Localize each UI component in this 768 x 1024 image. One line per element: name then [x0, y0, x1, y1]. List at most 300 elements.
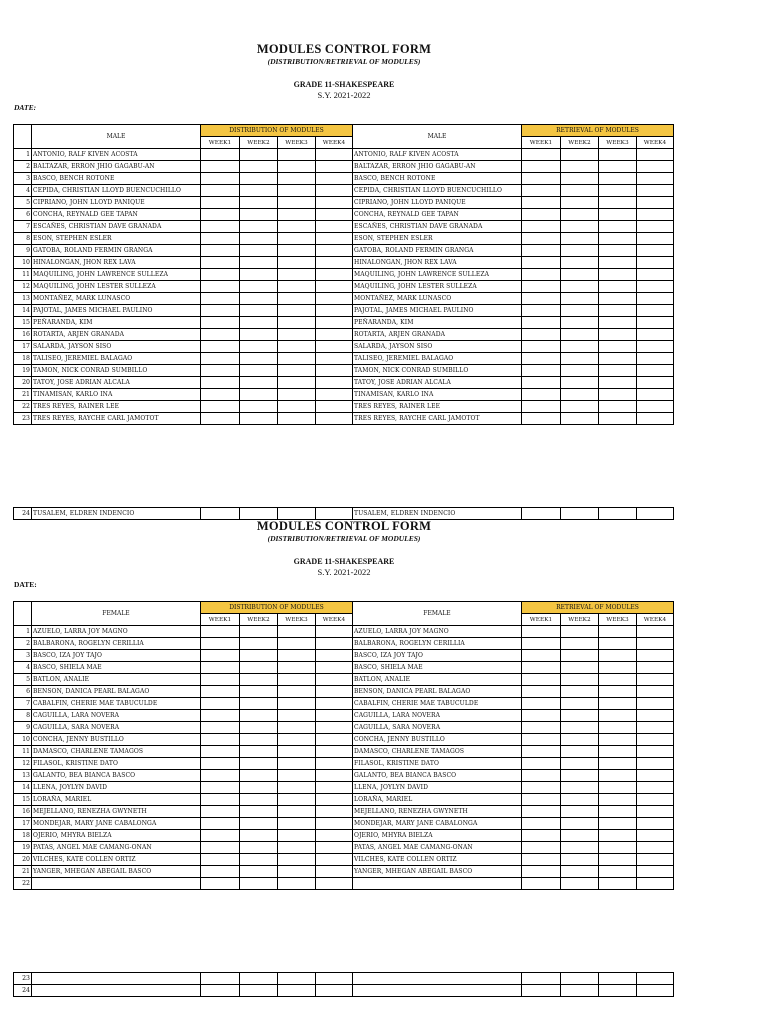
distribution-week-cell: [278, 758, 316, 770]
distribution-week-cell: [240, 842, 278, 854]
retrieval-week-cell: [637, 830, 674, 842]
retrieval-week-cell: [561, 985, 599, 997]
distribution-week-cell: [201, 197, 240, 209]
retrieval-week-cell: [599, 281, 637, 293]
retrieval-week-cell: [522, 508, 561, 520]
distribution-week-cell: [240, 698, 278, 710]
gender-header: FEMALE: [353, 602, 522, 626]
distribution-week-cell: [278, 389, 316, 401]
distribution-week-cell: [278, 197, 316, 209]
distribution-week-cell: [316, 341, 353, 353]
retrieval-week-cell: [561, 401, 599, 413]
student-name: AZUELO, LARRA JOY MAGNO: [353, 626, 522, 638]
table-row: [14, 866, 674, 878]
distribution-week-cell: [316, 389, 353, 401]
student-name: MONDEJAR, MARY JANE CABALONGA: [353, 818, 522, 830]
distribution-week-cell: [240, 233, 278, 245]
retrieval-week-cell: [522, 185, 561, 197]
retrieval-week-cell: [561, 698, 599, 710]
student-name: ESON, STEPHEN ESLER: [32, 233, 201, 245]
table-row: [14, 377, 674, 389]
retrieval-week-cell: [599, 866, 637, 878]
row-number: 24: [14, 985, 32, 997]
student-name: MAQUILING, JOHN LESTER SULLEZA: [32, 281, 201, 293]
distribution-week-cell: [316, 758, 353, 770]
retrieval-week-cell: [561, 854, 599, 866]
student-name: MONTAÑEZ, MARK LUNASCO: [353, 293, 522, 305]
table-row: [14, 722, 674, 734]
retrieval-week-cell: [599, 197, 637, 209]
retrieval-week-cell: [599, 341, 637, 353]
distribution-week-cell: [201, 782, 240, 794]
row-number: 12: [14, 281, 32, 293]
retrieval-week-cell: [637, 638, 674, 650]
retrieval-week-cell: [561, 197, 599, 209]
retrieval-week-cell: [561, 818, 599, 830]
week-header: WEEK1: [201, 137, 240, 149]
student-name: [32, 985, 201, 997]
distribution-week-cell: [316, 161, 353, 173]
student-name: MONTAÑEZ, MARK LUNASCO: [32, 293, 201, 305]
distribution-week-cell: [240, 508, 278, 520]
distribution-week-cell: [240, 329, 278, 341]
retrieval-week-cell: [637, 878, 674, 890]
distribution-week-cell: [201, 161, 240, 173]
distribution-week-cell: [240, 341, 278, 353]
student-name: DAMASCO, CHARLENE TAMAGOS: [32, 746, 201, 758]
retrieval-week-cell: [637, 973, 674, 985]
student-name: CABALFIN, CHERIE MAE TABUCULDE: [353, 698, 522, 710]
student-name: CEPIDA, CHRISTIAN LLOYD BUENCUCHILLO: [32, 185, 201, 197]
retrieval-week-cell: [599, 221, 637, 233]
retrieval-week-cell: [637, 866, 674, 878]
row-number: 5: [14, 674, 32, 686]
retrieval-week-cell: [522, 389, 561, 401]
distribution-week-cell: [201, 878, 240, 890]
retrieval-week-cell: [561, 257, 599, 269]
school-year: S.Y. 2021-2022: [317, 90, 371, 100]
row-number: 11: [14, 746, 32, 758]
distribution-week-cell: [278, 830, 316, 842]
distribution-week-cell: [278, 626, 316, 638]
student-name: ESON, STEPHEN ESLER: [353, 233, 522, 245]
distribution-week-cell: [240, 722, 278, 734]
date-label: DATE:: [14, 580, 37, 589]
distribution-week-cell: [201, 758, 240, 770]
distribution-week-cell: [201, 413, 240, 425]
table-row: [14, 818, 674, 830]
retrieval-week-cell: [637, 806, 674, 818]
student-name: BATLON, ANALIE: [353, 674, 522, 686]
distribution-week-cell: [316, 257, 353, 269]
student-name: GATOBA, ROLAND FERMIN GRANGA: [32, 245, 201, 257]
retrieval-week-cell: [637, 233, 674, 245]
table-row: [14, 985, 674, 997]
retrieval-week-cell: [561, 281, 599, 293]
distribution-week-cell: [240, 806, 278, 818]
distribution-week-cell: [278, 173, 316, 185]
distribution-week-cell: [240, 413, 278, 425]
form-subtitle: (DISTRIBUTION/RETRIEVAL OF MODULES): [267, 534, 421, 543]
distribution-week-cell: [240, 149, 278, 161]
table-row: [14, 341, 674, 353]
student-name: ESCAÑES, CHRISTIAN DAVE GRANADA: [32, 221, 201, 233]
distribution-week-cell: [278, 806, 316, 818]
distribution-week-cell: [240, 985, 278, 997]
distribution-week-cell: [278, 866, 316, 878]
distribution-week-cell: [201, 830, 240, 842]
row-number: 4: [14, 662, 32, 674]
student-name: [32, 878, 201, 890]
row-number: 12: [14, 758, 32, 770]
form-subtitle: (DISTRIBUTION/RETRIEVAL OF MODULES): [267, 57, 421, 66]
gender-header: FEMALE: [32, 602, 201, 626]
student-name: TRES REYES, RAINER LEE: [32, 401, 201, 413]
distribution-week-cell: [316, 377, 353, 389]
distribution-week-cell: [278, 221, 316, 233]
retrieval-week-cell: [522, 329, 561, 341]
retrieval-week-cell: [561, 770, 599, 782]
retrieval-week-cell: [599, 413, 637, 425]
distribution-week-cell: [316, 710, 353, 722]
distribution-week-cell: [201, 770, 240, 782]
distribution-week-cell: [201, 209, 240, 221]
student-name: SALARDA, JAYSON SISO: [32, 341, 201, 353]
table-row: [14, 508, 674, 520]
retrieval-week-cell: [599, 389, 637, 401]
distribution-week-cell: [278, 794, 316, 806]
retrieval-header: RETRIEVAL OF MODULES: [522, 602, 674, 614]
table-row: [14, 626, 674, 638]
retrieval-week-cell: [522, 878, 561, 890]
distribution-week-cell: [240, 686, 278, 698]
distribution-week-cell: [278, 878, 316, 890]
row-number: 16: [14, 806, 32, 818]
retrieval-week-cell: [522, 722, 561, 734]
distribution-week-cell: [240, 269, 278, 281]
distribution-week-cell: [240, 161, 278, 173]
distribution-week-cell: [316, 770, 353, 782]
retrieval-week-cell: [522, 365, 561, 377]
retrieval-week-cell: [561, 878, 599, 890]
student-name: GATOBA, ROLAND FERMIN GRANGA: [353, 245, 522, 257]
distribution-week-cell: [278, 674, 316, 686]
retrieval-week-cell: [561, 686, 599, 698]
student-name: CIPRIANO, JOHN LLOYD PANIQUE: [32, 197, 201, 209]
retrieval-week-cell: [599, 638, 637, 650]
retrieval-week-cell: [599, 878, 637, 890]
retrieval-week-cell: [599, 329, 637, 341]
distribution-week-cell: [278, 149, 316, 161]
retrieval-week-cell: [522, 269, 561, 281]
row-number: 3: [14, 650, 32, 662]
week-header: WEEK3: [599, 614, 637, 626]
retrieval-week-cell: [561, 245, 599, 257]
distribution-week-cell: [240, 305, 278, 317]
distribution-week-cell: [201, 341, 240, 353]
retrieval-week-cell: [637, 758, 674, 770]
retrieval-week-cell: [599, 854, 637, 866]
distribution-week-cell: [278, 746, 316, 758]
student-name: TAMON, NICK CONRAD SUMBILLO: [32, 365, 201, 377]
student-name: ROTARTA, ARJEN GRANADA: [32, 329, 201, 341]
distribution-week-cell: [240, 854, 278, 866]
female-roster-table: [13, 601, 674, 890]
retrieval-week-cell: [561, 794, 599, 806]
student-name: FILASOL, KRISTINE DATO: [32, 758, 201, 770]
student-name: MEJELLANO, RENEZHA GWYNETH: [32, 806, 201, 818]
table-row: [14, 770, 674, 782]
distribution-week-cell: [316, 317, 353, 329]
distribution-week-cell: [240, 197, 278, 209]
distribution-week-cell: [240, 758, 278, 770]
retrieval-week-cell: [561, 365, 599, 377]
retrieval-week-cell: [522, 305, 561, 317]
distribution-week-cell: [201, 305, 240, 317]
student-name: PEÑARANDA, KIM: [32, 317, 201, 329]
retrieval-week-cell: [637, 149, 674, 161]
distribution-week-cell: [201, 508, 240, 520]
distribution-header: DISTRIBUTION OF MODULES: [201, 125, 353, 137]
distribution-week-cell: [201, 221, 240, 233]
distribution-week-cell: [278, 662, 316, 674]
distribution-week-cell: [316, 698, 353, 710]
table-row: [14, 973, 674, 985]
retrieval-week-cell: [522, 698, 561, 710]
week-header: WEEK2: [561, 614, 599, 626]
row-number: 7: [14, 698, 32, 710]
distribution-week-cell: [316, 245, 353, 257]
table-row: [14, 365, 674, 377]
week-header: WEEK3: [278, 137, 316, 149]
retrieval-week-cell: [637, 818, 674, 830]
row-number: 1: [14, 149, 32, 161]
table-row: [14, 245, 674, 257]
week-header: WEEK3: [599, 137, 637, 149]
distribution-week-cell: [240, 866, 278, 878]
retrieval-week-cell: [637, 508, 674, 520]
student-name: PATAS, ANGEL MAE CAMANG-ONAN: [32, 842, 201, 854]
distribution-week-cell: [278, 161, 316, 173]
student-name: CAGUILLA, LARA NOVERA: [32, 710, 201, 722]
retrieval-week-cell: [599, 257, 637, 269]
retrieval-week-cell: [522, 973, 561, 985]
distribution-week-cell: [201, 650, 240, 662]
row-number: 14: [14, 305, 32, 317]
distribution-week-cell: [316, 866, 353, 878]
distribution-week-cell: [278, 365, 316, 377]
distribution-week-cell: [240, 281, 278, 293]
distribution-week-cell: [278, 269, 316, 281]
retrieval-week-cell: [637, 746, 674, 758]
distribution-week-cell: [240, 185, 278, 197]
distribution-week-cell: [278, 305, 316, 317]
retrieval-week-cell: [561, 710, 599, 722]
distribution-week-cell: [201, 329, 240, 341]
week-header: WEEK1: [522, 137, 561, 149]
retrieval-week-cell: [522, 317, 561, 329]
distribution-week-cell: [316, 662, 353, 674]
distribution-week-cell: [278, 985, 316, 997]
student-name: [32, 973, 201, 985]
distribution-week-cell: [316, 878, 353, 890]
table-row: [14, 842, 674, 854]
student-name: ROTARTA, ARJEN GRANADA: [353, 329, 522, 341]
table-row: [14, 734, 674, 746]
distribution-week-cell: [316, 149, 353, 161]
row-number: 21: [14, 389, 32, 401]
row-number: 18: [14, 830, 32, 842]
student-name: LORAÑA, MARIEL: [32, 794, 201, 806]
retrieval-week-cell: [637, 185, 674, 197]
retrieval-week-cell: [561, 185, 599, 197]
retrieval-week-cell: [599, 662, 637, 674]
row-number: 9: [14, 245, 32, 257]
distribution-week-cell: [316, 806, 353, 818]
table-row: [14, 305, 674, 317]
student-name: CAGUILLA, SARA NOVERA: [32, 722, 201, 734]
table-row: [14, 638, 674, 650]
retrieval-week-cell: [637, 722, 674, 734]
distribution-week-cell: [240, 353, 278, 365]
distribution-week-cell: [316, 985, 353, 997]
retrieval-week-cell: [599, 650, 637, 662]
student-name: CAGUILLA, LARA NOVERA: [353, 710, 522, 722]
student-name: CONCHA, REYNALD GEE TAPAN: [353, 209, 522, 221]
student-name: TINAMISAN, KARLO INA: [32, 389, 201, 401]
distribution-week-cell: [240, 365, 278, 377]
distribution-week-cell: [240, 377, 278, 389]
table-row: [14, 353, 674, 365]
student-name: SALARDA, JAYSON SISO: [353, 341, 522, 353]
distribution-week-cell: [278, 818, 316, 830]
table-row: [14, 221, 674, 233]
retrieval-week-cell: [522, 293, 561, 305]
student-name: GALANTO, BEA BIANCA BASCO: [32, 770, 201, 782]
table-row: [14, 830, 674, 842]
distribution-week-cell: [316, 674, 353, 686]
distribution-week-cell: [316, 722, 353, 734]
row-number: 6: [14, 686, 32, 698]
retrieval-week-cell: [522, 149, 561, 161]
retrieval-week-cell: [637, 305, 674, 317]
row-number: 19: [14, 842, 32, 854]
distribution-week-cell: [316, 353, 353, 365]
distribution-week-cell: [240, 221, 278, 233]
row-number: 15: [14, 794, 32, 806]
table-row: [14, 854, 674, 866]
retrieval-week-cell: [637, 245, 674, 257]
distribution-week-cell: [316, 746, 353, 758]
distribution-week-cell: [278, 341, 316, 353]
distribution-week-cell: [316, 185, 353, 197]
retrieval-week-cell: [561, 722, 599, 734]
student-name: TUSALEM, ELDREN INDENCIO: [353, 508, 522, 520]
distribution-week-cell: [278, 710, 316, 722]
retrieval-week-cell: [637, 401, 674, 413]
distribution-week-cell: [201, 842, 240, 854]
distribution-week-cell: [201, 626, 240, 638]
distribution-week-cell: [201, 674, 240, 686]
retrieval-week-cell: [522, 662, 561, 674]
distribution-week-cell: [316, 293, 353, 305]
distribution-week-cell: [278, 377, 316, 389]
table-row: [14, 878, 674, 890]
retrieval-week-cell: [561, 746, 599, 758]
retrieval-week-cell: [522, 842, 561, 854]
row-number: 23: [14, 413, 32, 425]
retrieval-week-cell: [522, 818, 561, 830]
distribution-week-cell: [278, 233, 316, 245]
row-number: 21: [14, 866, 32, 878]
retrieval-week-cell: [599, 770, 637, 782]
student-name: TRES REYES, RAINER LEE: [353, 401, 522, 413]
student-name: BASCO, BENCH ROTONE: [353, 173, 522, 185]
student-name: BASCO, SHIELA MAE: [32, 662, 201, 674]
retrieval-week-cell: [637, 626, 674, 638]
distribution-week-cell: [201, 854, 240, 866]
student-name: VILCHES, KATE COLLEN ORTIZ: [353, 854, 522, 866]
student-name: GALANTO, BEA BIANCA BASCO: [353, 770, 522, 782]
retrieval-week-cell: [522, 413, 561, 425]
row-number: 10: [14, 734, 32, 746]
table-row: [14, 413, 674, 425]
distribution-week-cell: [316, 401, 353, 413]
row-number: 10: [14, 257, 32, 269]
student-name: ESCAÑES, CHRISTIAN DAVE GRANADA: [353, 221, 522, 233]
student-name: BASCO, BENCH ROTONE: [32, 173, 201, 185]
retrieval-week-cell: [522, 854, 561, 866]
student-name: HINALONGAN, JHON REX LAVA: [353, 257, 522, 269]
retrieval-week-cell: [599, 973, 637, 985]
retrieval-week-cell: [561, 508, 599, 520]
table-row: [14, 662, 674, 674]
retrieval-week-cell: [599, 830, 637, 842]
row-number: 17: [14, 341, 32, 353]
row-number: 8: [14, 710, 32, 722]
distribution-week-cell: [240, 782, 278, 794]
retrieval-week-cell: [561, 758, 599, 770]
distribution-week-cell: [240, 973, 278, 985]
student-name: BALBARONA, ROGELYN CERILLIA: [32, 638, 201, 650]
distribution-week-cell: [201, 233, 240, 245]
distribution-week-cell: [201, 257, 240, 269]
distribution-week-cell: [240, 710, 278, 722]
retrieval-header: RETRIEVAL OF MODULES: [522, 125, 674, 137]
distribution-week-cell: [201, 317, 240, 329]
student-name: DAMASCO, CHARLENE TAMAGOS: [353, 746, 522, 758]
retrieval-week-cell: [599, 377, 637, 389]
row-number: 5: [14, 197, 32, 209]
distribution-week-cell: [240, 794, 278, 806]
student-name: YANGER, MHEGAN ABEGAIL BASCO: [353, 866, 522, 878]
distribution-week-cell: [278, 185, 316, 197]
retrieval-week-cell: [637, 985, 674, 997]
student-name: TATOY, JOSE ADRIAN ALCALA: [353, 377, 522, 389]
distribution-week-cell: [316, 842, 353, 854]
distribution-week-cell: [240, 209, 278, 221]
retrieval-week-cell: [522, 650, 561, 662]
retrieval-week-cell: [522, 782, 561, 794]
distribution-week-cell: [278, 353, 316, 365]
retrieval-week-cell: [522, 626, 561, 638]
retrieval-week-cell: [637, 734, 674, 746]
student-name: PATAS, ANGEL MAE CAMANG-ONAN: [353, 842, 522, 854]
distribution-week-cell: [240, 770, 278, 782]
retrieval-week-cell: [522, 245, 561, 257]
student-name: TRES REYES, RAYCHE CARL JAMOTOT: [353, 413, 522, 425]
header-row: [14, 602, 674, 614]
